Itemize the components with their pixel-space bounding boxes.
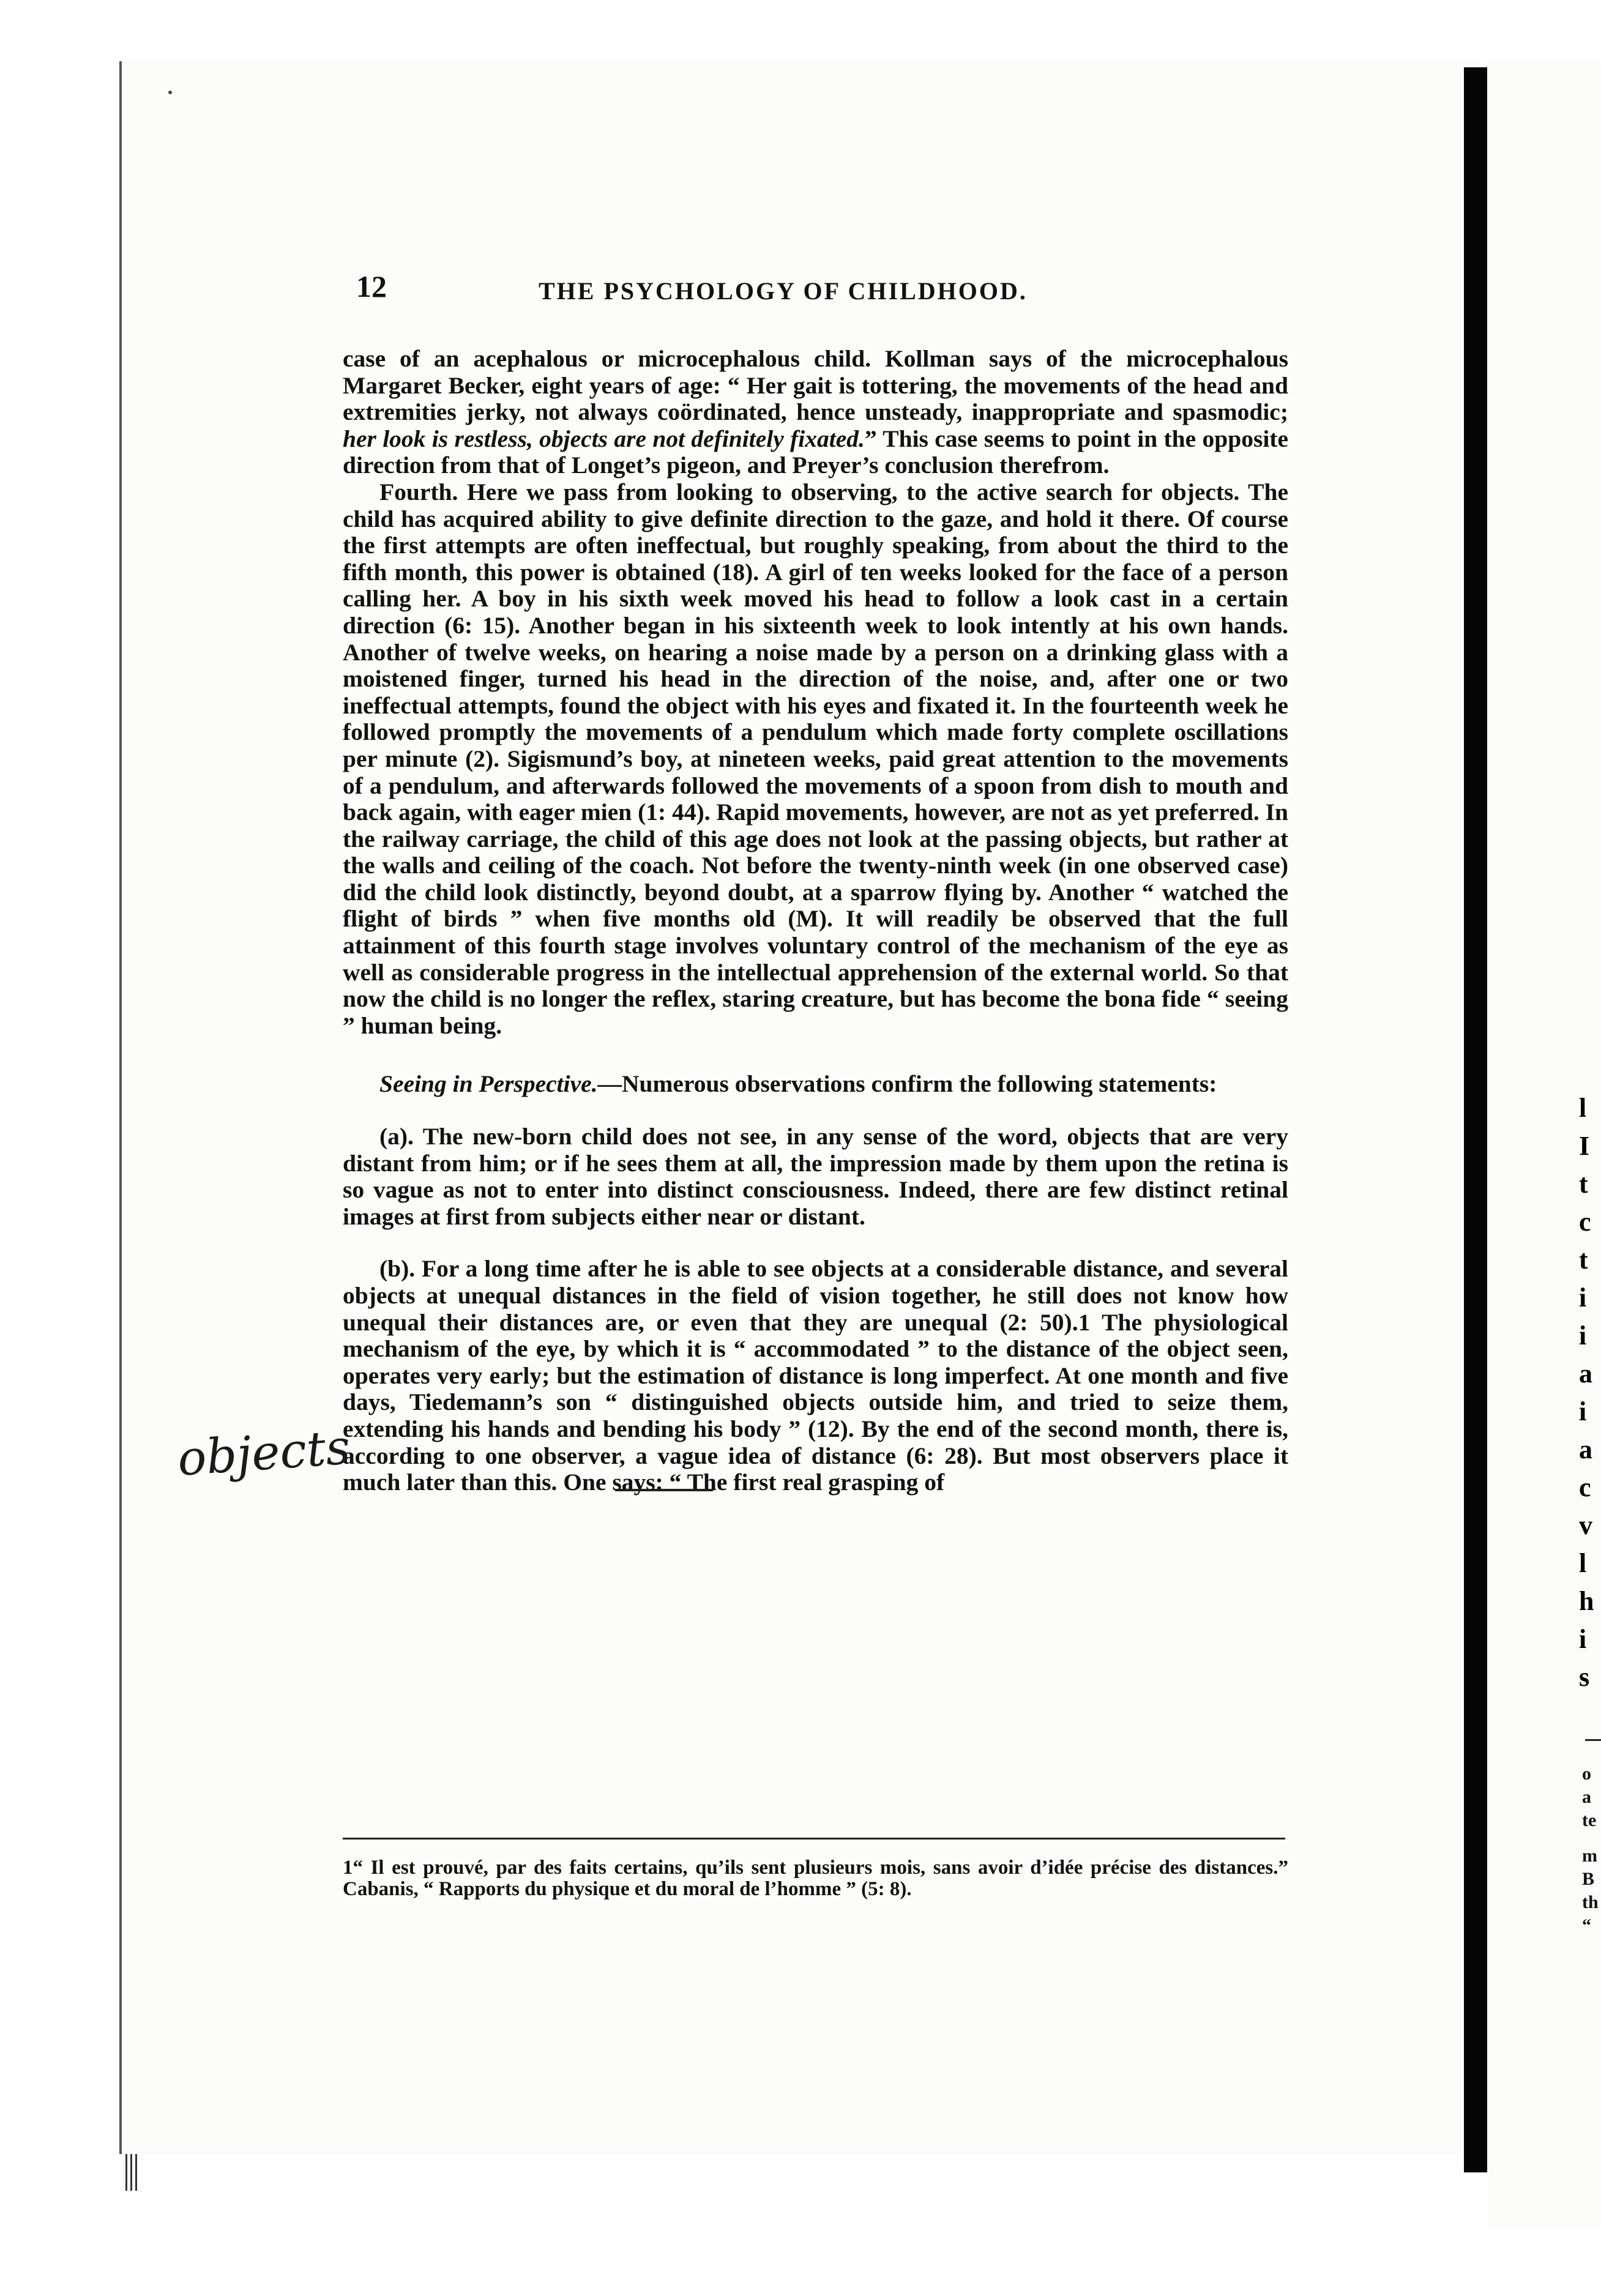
section-paragraph	[343, 1071, 1288, 1098]
fragment: B	[1582, 1869, 1595, 1889]
facing-page-footnote	[1582, 1762, 1601, 1937]
paragraph-point-b: (b). For a long time after he is able to see objects at a considerable distance, and several objects at unequal distances in the field of vision together, he still does not know how unequal their distances are, or even that they are unequal (2: 50).1 The physiological mechanism of the eye, by which it is “ accommodated ” to the distance of the object seen, operates very early; but the estimation of distance is long imperfect. At one month and five days, Tiedemann’s son “ distinguished objects outside him, and tried to seize them, extending his hands and bending his body ” (12). By the end of the second month, there is, according to one observer, a vague idea of distance (6: 28). But most observers place it much later than this. One says: “ The first real grasping of	[343, 1255, 1288, 1496]
scan-speck	[168, 91, 172, 94]
fragment: “	[1582, 1915, 1591, 1936]
letter: t	[1579, 1169, 1588, 1199]
letter: I	[1579, 1131, 1590, 1161]
paragraph	[343, 346, 1288, 479]
letter: t	[1579, 1245, 1588, 1275]
footnote-rule	[343, 1838, 1285, 1839]
handwritten-marginal-note: objects	[176, 1420, 353, 1487]
facing-page-text	[1579, 1089, 1601, 1696]
letter: h	[1579, 1586, 1594, 1616]
fragment: th	[1582, 1892, 1599, 1912]
facing-page-rule	[1585, 1739, 1601, 1741]
italic-quote: her look is restless, objects are not definitely fixated.	[343, 425, 865, 452]
letter: v	[1579, 1510, 1592, 1540]
letter: l	[1579, 1548, 1587, 1578]
letter: s	[1579, 1662, 1590, 1692]
text-run: case of an acephalous or microcephalous child. Kollman says of the microcephalous Margaret Becker, eight years of age: “ Her gait is tottering, the movements of the head and extremities jerky, not always coördinated, hence unsteady, inappropriate and spasmodic;	[343, 345, 1288, 426]
text-run: —Numerous observations confirm the following statements:	[597, 1070, 1217, 1098]
fragment: te	[1582, 1810, 1597, 1830]
footnote: 1“ Il est prouvé, par des faits certains, qu’ils sent plusieurs mois, sans avoir d’idée précise des distances.” Cabanis, “ Rapports du physique et du moral de l’homme ” (5: 8).	[343, 1857, 1288, 1900]
text-run: ” This case seems to point in the opposite direction from that of Longet’s pigeon, and Preyer’s conclusion therefrom.	[343, 425, 1288, 479]
letter: a	[1579, 1434, 1592, 1464]
book-spine	[1464, 67, 1487, 2172]
running-head: THE PSYCHOLOGY OF CHILDHOOD.	[539, 277, 1028, 305]
fragment: o	[1582, 1764, 1591, 1784]
handwritten-underline	[615, 1489, 713, 1491]
letter: l	[1579, 1093, 1587, 1123]
letter: c	[1579, 1472, 1591, 1502]
letter: c	[1579, 1207, 1591, 1237]
letter: i	[1579, 1321, 1587, 1351]
fragment: m	[1582, 1846, 1597, 1866]
letter: i	[1579, 1624, 1587, 1654]
letter: i	[1579, 1396, 1587, 1426]
paragraph-fourth-stage: Fourth. Here we pass from looking to observing, to the active search for objects. The child has acquired ability to give definite direction to the gaze, and hold it there. Of course the first attempts are often ineffectual, but roughly speaking, from about the third to the fifth month, this power is obtained (18). A girl of ten weeks looked for the face of a person calling her. A boy in his sixth week moved his head to follow a look cast in a certain direction (6: 15). Another began in his sixteenth week to look intently at his own hands. Another of twelve weeks, on hearing a noise made by a person on a drinking glass with a moistened finger, turned his head in the direction of the noise, and, after one or two ineffectual attempts, found the object with his eyes and fixated it. In the fourteenth week he followed promptly the movements of a pendulum which made forty complete oscillations per minute (2). Sigismund’s boy, at nineteen weeks, paid great attention to the movements of a pendulum, and afterwards followed the movements of a spoon from dish to mouth and back again, with eager mien (1: 44). Rapid movements, however, are not as yet preferred. In the railway carriage, the child of this age does not look at the passing objects, but rather at the walls and ceiling of the coach. Not before the twenty-ninth week (in one observed case) did the child look distinctly, beyond doubt, at a sparrow flying by. Another “ watched the flight of birds ” when five months old (M). It will readily be observed that the full attainment of this fourth stage involves voluntary control of the mechanism of the eye as well as considerable progress in the intellectual apprehension of the external world. So that now the child is no longer the reflex, staring creature, but has become the bona fide “ seeing ” human being.	[343, 478, 1288, 1039]
letter: a	[1579, 1359, 1592, 1388]
section-heading: Seeing in Perspective.	[379, 1070, 598, 1098]
page-number: 12	[356, 269, 387, 304]
letter: i	[1579, 1283, 1587, 1313]
paragraph-point-a: (a). The new-born child does not see, in any sense of the word, objects that are very distant from him; or if he sees them at all, the impression made by them upon the retina is so vague as not to enter into distinct consciousness. Indeed, there are few distinct retinal images at first from subjects either near or distant.	[343, 1123, 1288, 1230]
body-text	[343, 346, 1288, 1496]
fragment: a	[1582, 1787, 1591, 1807]
